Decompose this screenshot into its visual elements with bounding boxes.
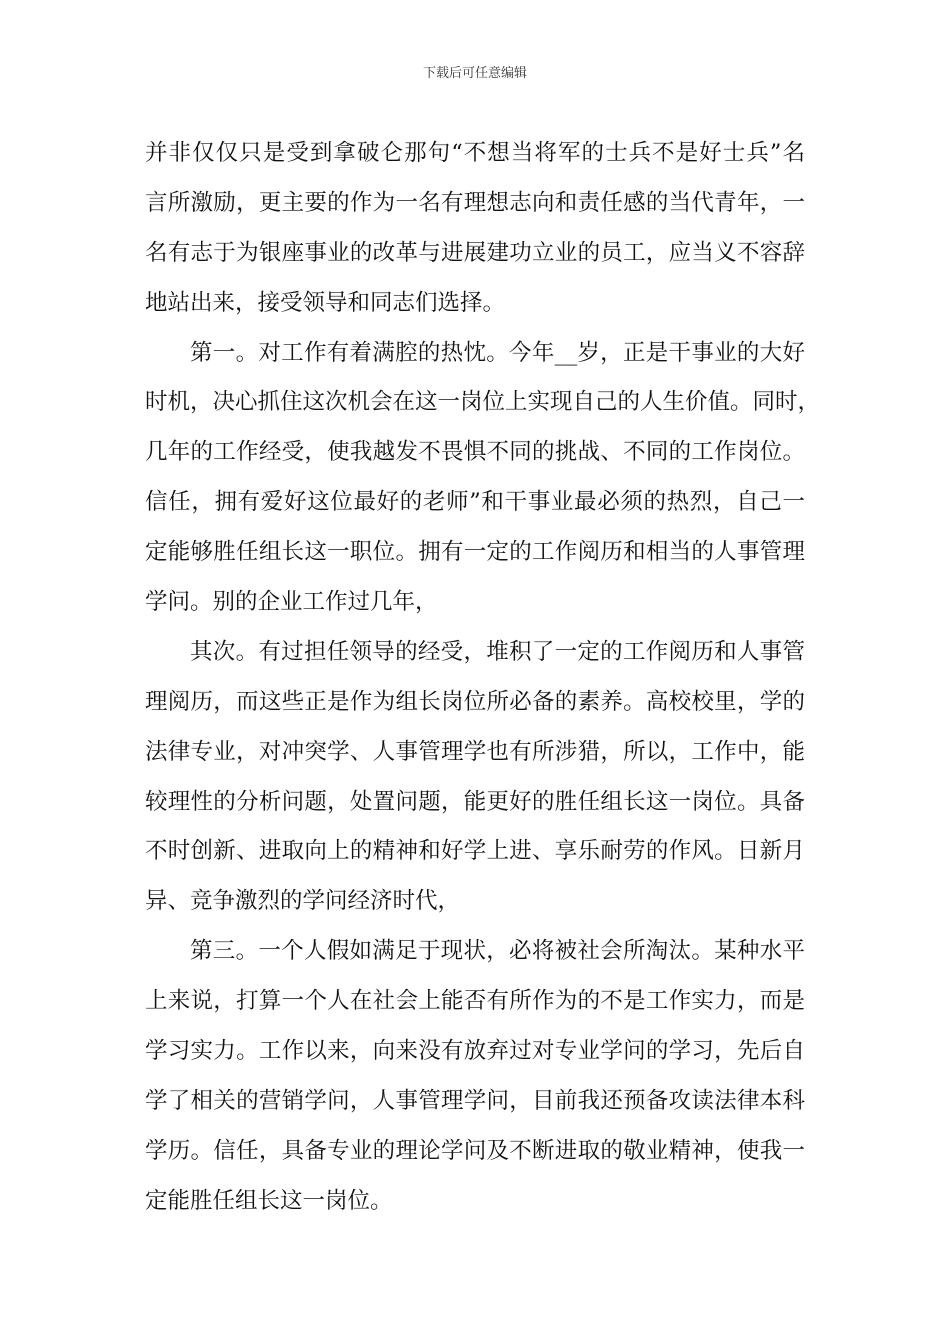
text-line: 名有志于为银座事业的改革与进展建功立业的员工，应当义不容辞 [145, 239, 805, 266]
text-line: 学习实力。工作以来，向来没有放弃过对专业学问的学习，先后自 [145, 1038, 805, 1065]
text-line: 第三。一个人假如满足于现状，必将被社会所淘汰。某种水平 [190, 938, 805, 965]
text-line: 第一。对工作有着满腔的热忱。今年__岁，正是干事业的大好 [190, 339, 805, 366]
text-line: 并非仅仅只是受到拿破仑那句“不想当将军的士兵不是好士兵”名 [145, 140, 805, 166]
text-line: 言所激励，更主要的作为一名有理想志向和责任感的当代青年，一 [145, 189, 805, 216]
text-line: 学历。信任，具备专业的理论学问及不断进取的敬业精神，使我一 [145, 1137, 805, 1164]
text-line: 信任，拥有爱好这位最好的老师”和干事业最必须的热烈，自己一 [145, 489, 805, 516]
text-line: 异、竞争激烈的学问经济时代， [145, 888, 461, 915]
text-line: 时机，决心抓住这次机会在这一岗位上实现自己的人生价值。同时， [145, 389, 821, 416]
page-header: 下载后可任意编辑 [422, 66, 527, 81]
document-body [145, 129, 821, 1227]
text-line: 几年的工作经受，使我越发不畏惧不同的挑战、不同的工作岗位。 [145, 439, 805, 466]
text-line: 不时创新、进取向上的精神和好学上进、享乐耐劳的作风。日新月 [145, 838, 805, 865]
text-line: 法律专业，对冲突学、人事管理学也有所涉猎，所以，工作中，能 [145, 738, 805, 765]
text-line: 理阅历，而这些正是作为组长岗位所必备的素养。高校校里，学的 [145, 688, 805, 715]
text-line: 较理性的分析问题，处置问题，能更好的胜任组长这一岗位。具备 [145, 788, 805, 815]
text-line: 地站出来，接受领导和同志们选择。 [145, 289, 506, 316]
text-line: 定能够胜任组长这一职位。拥有一定的工作阅历和相当的人事管理 [145, 539, 805, 566]
text-line: 学问。别的企业工作过几年， [145, 589, 438, 616]
text-line: 其次。有过担任领导的经受，堆积了一定的工作阅历和人事管 [190, 638, 805, 665]
text-line: 学了相关的营销学问，人事管理学问，目前我还预备攻读法律本科 [145, 1087, 805, 1114]
text-line: 上来说，打算一个人在社会上能否有所作为的不是工作实力，而是 [145, 988, 805, 1015]
text-line: 定能胜任组长这一岗位。 [145, 1187, 393, 1214]
